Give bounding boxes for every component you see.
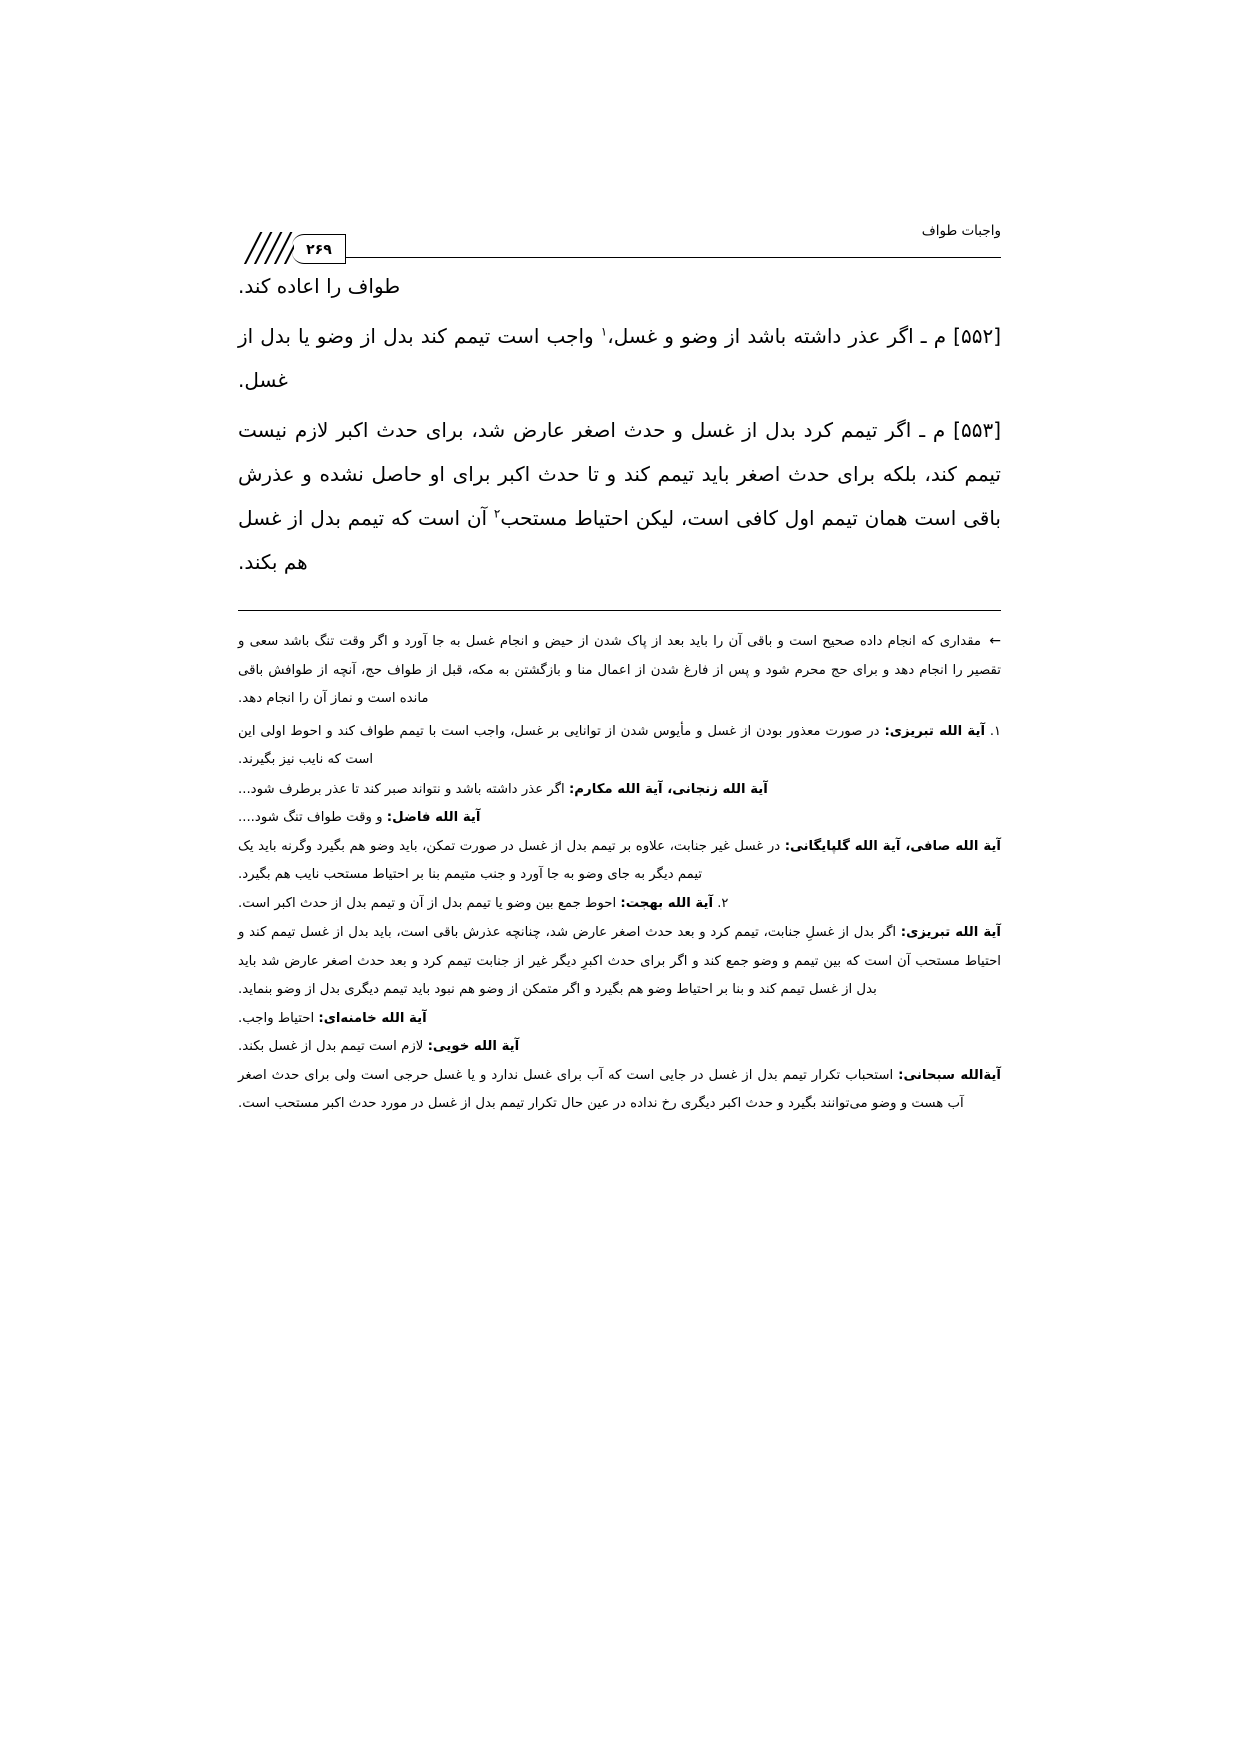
footnote-continuation-text: مقداری که انجام داده صحیح است و باقی آن را باید بعد از پاک شدن از حیض و انجام غسل به جا آورد و اگر وقت تنگ باشد سعی و تقصیر را انجام دهد و برای حج محرم شود و پس از فارغ شدن از اعمال منا و بازگشتن به مکه، قبل از طواف حج، آنچه از طوافش باقی مانده است و نماز آن را انجام دهد. — [238, 634, 1001, 706]
footnote-1-entry-3 — [238, 833, 1001, 890]
footnote-1-entry-0-name: آیة الله تبریزی: — [884, 723, 986, 739]
footnote-2-entry-1 — [238, 919, 1001, 1005]
footnote-2-entry-3 — [238, 1033, 1001, 1062]
footnote-2-entry-2 — [238, 1005, 1001, 1034]
paragraph-553-marker: [۵۵۳] م ـ — [919, 418, 1002, 442]
footnote-2-entry-2-text: احتیاط واجب. — [238, 1010, 315, 1026]
footnote-1-entry-1 — [238, 776, 1001, 805]
footnote-1-marker: ۱. — [989, 723, 1001, 739]
footnote-1-entry-2 — [238, 804, 1001, 833]
paragraph-553-text-after: آن است که تیمم بدل از غسل هم بکند. — [238, 506, 488, 574]
paragraph-553-text: اگر تیمم کرد بدل از غسل و حدث اصغر عارض شد، برای حدث اکبر لازم نیست تیمم کند، بلکه برای حدث اصغر باید تیمم کند و تا حدث اکبر برای او حاصل نشده و عذرش باقی است همان تیمم اول کافی است، لیکن احتیاط مستحب — [238, 418, 1001, 530]
footnote-item-2 — [238, 890, 1001, 919]
footnote-1-entry-3-text: در غسل غیر جنابت، علاوه بر تیمم بدل از غسل در صورت تمکن، باید وضو هم بگیرد وگرنه باید یک تیمم دیگر به جای وضو به جا آورد و جنب متیمم بنا بر احتیاط مستحب نایب هم بگیرد. — [238, 838, 781, 882]
footnote-2-entry-1-name: آیة الله تبریزی: — [900, 925, 1001, 940]
footnote-continuation — [238, 627, 1001, 714]
footnote-2-entry-4 — [238, 1062, 1001, 1119]
paragraph-552-text-after: واجب است تیمم کند بدل از وضو یا بدل از غسل. — [238, 324, 594, 392]
page-number: ۲۶۹ — [306, 242, 332, 258]
footnote-2-entry-4-text: استحباب تکرار تیمم بدل از غسل در جایی است که آب برای غسل ندارد و یا غسل حرجی است ولی برای حدث اصغر آب هست و وضو می‌توانند بگیرد و حدث اکبر دیگری رخ نداده در عین حال تکرار تیمم بدل از غسل در مورد حدث اکبر مستحب است. — [238, 1067, 964, 1111]
footnote-2-entry-2-name: آیة الله خامنه‌ای: — [318, 1010, 427, 1026]
footnote-1-entry-1-text: اگر عذر داشته باشد و نتواند صبر کند تا عذر برطرف شود... — [238, 781, 565, 797]
paragraph-553 — [238, 408, 1001, 584]
paragraph-552-text: اگر عذر داشته باشد از وضو و غسل، — [607, 324, 914, 348]
footnote-2-entry-4-name: آیةالله سبحانی: — [898, 1067, 1001, 1083]
hatch-decoration-icon — [238, 232, 294, 264]
footnote-2-marker: ۲. — [717, 895, 729, 911]
footnote-1-entry-0-text: در صورت معذور بودن از غسل و مأیوس شدن از توانایی بر غسل، واجب است با تیمم طواف کند و احوط اولی این است که نایب نیز بگیرند. — [238, 723, 880, 767]
footnote-2-entry-3-text: لازم است تیمم بدل از غسل بکند. — [238, 1039, 424, 1054]
footnote-1-entry-1-name: آیة الله زنجانی، آیة الله مکارم: — [568, 781, 768, 797]
paragraph-continued-text: طواف را اعاده کند. — [238, 274, 401, 298]
paragraph-552 — [238, 314, 1001, 402]
footnote-item-1 — [238, 718, 1001, 775]
paragraph-552-marker: [۵۵۲] م ـ — [920, 324, 1002, 348]
footnote-1-entry-3-name: آیة الله صافی، آیة الله گلپایگانی: — [784, 838, 1001, 854]
paragraph-continued — [238, 264, 1001, 308]
footnote-ref-2[interactable]: ۲ — [493, 506, 501, 521]
running-header — [238, 218, 1001, 264]
header-title: واجبات طواف — [921, 223, 1001, 239]
folio-block — [238, 230, 346, 264]
footnote-1-entry-2-name: آیة الله فاضل: — [386, 810, 481, 825]
footnote-2-entry-0-name: آیة الله بهجت: — [620, 895, 714, 911]
footnotes-section — [238, 627, 1001, 1119]
footnote-ref-1[interactable]: ۱ — [600, 324, 608, 339]
footnote-separator — [238, 610, 1001, 611]
header-rule — [346, 257, 1001, 258]
footnote-2-entry-3-name: آیة الله خویی: — [427, 1039, 520, 1054]
footnote-1-entry-2-text: و وقت طواف تنگ شود.... — [238, 810, 383, 825]
continuation-arrow-icon: ← — [989, 633, 1001, 649]
footnote-2-entry-0-text: احوط جمع بین وضو یا تیمم بدل از آن و تیمم بدل از حدث اکبر است. — [238, 895, 617, 911]
main-body — [238, 264, 1001, 584]
page-content — [238, 218, 1001, 1119]
footnote-2-entry-1-text: اگر بدل از غسلِ جنابت، تیمم کرد و بعد حدث اصغر عارض شد، چنانچه عذرش باقی است، باید بدل از غسل تیمم کند و احتیاط مستحب آن است که بین تیمم و وضو جمع کند و اگر برای حدث اکبرِ دیگر غیر از جنابت تیمم کرد و بعد حدث اصغر عارض شد باید بدل از غسل تیمم کند و بنا بر احتیاط وضو هم بگیرد و اگر متمکن از وضو هم نبود باید تیمم دیگری بدل از وضو بنماید. — [238, 925, 1001, 997]
